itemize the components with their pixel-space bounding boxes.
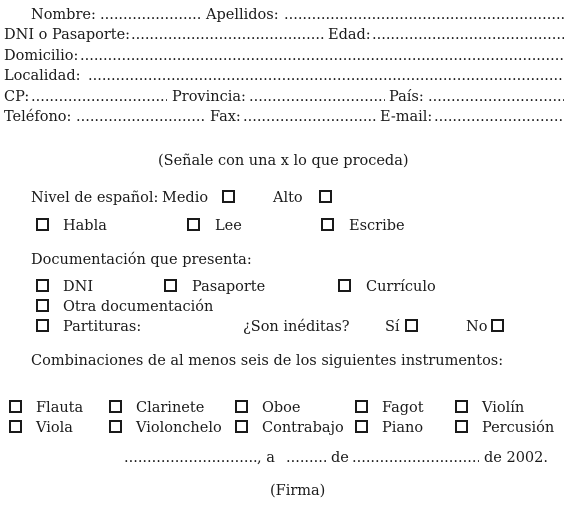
habla-label: Habla: [63, 218, 107, 234]
pasaporte-label: Pasaporte: [192, 279, 266, 295]
mes-field[interactable]: [352, 451, 479, 466]
fax-label: Fax:: [210, 109, 241, 125]
clarinete-checkbox[interactable]: [109, 400, 122, 413]
apellidos-field[interactable]: [284, 8, 564, 23]
provincia-label: Provincia:: [172, 89, 246, 105]
partituras-label: Partituras:: [63, 319, 142, 335]
violin-label: Violín: [482, 400, 525, 416]
fagot-checkbox[interactable]: [355, 400, 368, 413]
domicilio-field[interactable]: [80, 49, 564, 64]
flauta-label: Flauta: [36, 400, 84, 416]
partituras-checkbox[interactable]: [36, 319, 49, 332]
lugar-field[interactable]: [124, 451, 257, 466]
localidad-field[interactable]: [88, 69, 564, 84]
dia-field[interactable]: [286, 451, 326, 466]
violonchelo-label: Violonchelo: [136, 420, 222, 436]
si-label: Sí: [385, 319, 400, 335]
habla-checkbox[interactable]: [36, 218, 49, 231]
viola-checkbox[interactable]: [9, 420, 22, 433]
documentacion-heading: Documentación que presenta:: [31, 252, 252, 268]
dni-field[interactable]: [131, 28, 324, 43]
escribe-label: Escribe: [349, 218, 405, 234]
piano-checkbox[interactable]: [355, 420, 368, 433]
escribe-checkbox[interactable]: [321, 218, 334, 231]
medio-checkbox[interactable]: [222, 190, 235, 203]
pasaporte-checkbox[interactable]: [164, 279, 177, 292]
otra-documentacion-label: Otra documentación: [63, 299, 214, 315]
no-label: No: [466, 319, 488, 335]
si-checkbox[interactable]: [405, 319, 418, 332]
pais-label: País:: [389, 89, 424, 105]
oboe-checkbox[interactable]: [235, 400, 248, 413]
email-field[interactable]: [434, 110, 564, 125]
violonchelo-checkbox[interactable]: [109, 420, 122, 433]
firma-label: (Firma): [270, 483, 326, 499]
edad-label: Edad:: [328, 27, 371, 43]
fagot-label: Fagot: [382, 400, 424, 416]
telefono-field[interactable]: [76, 110, 206, 125]
instruction-text: (Señale con una x lo que proceda): [158, 153, 409, 169]
cp-field[interactable]: [31, 90, 167, 105]
localidad-label: Localidad:: [4, 68, 81, 84]
curriculo-checkbox[interactable]: [338, 279, 351, 292]
ineditas-label: ¿Son inéditas?: [243, 319, 350, 335]
oboe-label: Oboe: [262, 400, 301, 416]
cp-label: CP:: [4, 89, 30, 105]
otra-documentacion-checkbox[interactable]: [36, 299, 49, 312]
pais-field[interactable]: [428, 90, 564, 105]
nombre-label: Nombre:: [31, 7, 96, 23]
violin-checkbox[interactable]: [455, 400, 468, 413]
domicilio-label: Domicilio:: [4, 48, 79, 64]
lee-label: Lee: [215, 218, 242, 234]
alto-checkbox[interactable]: [319, 190, 332, 203]
nivel-label: Nivel de español:: [31, 190, 159, 206]
curriculo-label: Currículo: [366, 279, 436, 295]
nombre-field[interactable]: [100, 8, 202, 23]
percusion-checkbox[interactable]: [455, 420, 468, 433]
fecha-year-label: de 2002.: [484, 450, 548, 466]
instrumentos-heading: Combinaciones de al menos seis de los siguientes instrumentos:: [31, 353, 504, 369]
viola-label: Viola: [36, 420, 73, 436]
dni-label: DNI o Pasaporte:: [4, 27, 131, 43]
contrabajo-checkbox[interactable]: [235, 420, 248, 433]
fecha-de-label: de: [331, 450, 349, 466]
lee-checkbox[interactable]: [187, 218, 200, 231]
dni-checkbox[interactable]: [36, 279, 49, 292]
edad-field[interactable]: [372, 28, 564, 43]
contrabajo-label: Contrabajo: [262, 420, 344, 436]
medio-label: Medio: [162, 190, 209, 206]
telefono-label: Teléfono:: [4, 109, 72, 125]
dni-doc-label: DNI: [63, 279, 94, 295]
provincia-field[interactable]: [249, 90, 385, 105]
apellidos-label: Apellidos:: [206, 7, 279, 23]
email-label: E-mail:: [380, 109, 433, 125]
fax-field[interactable]: [243, 110, 376, 125]
alto-label: Alto: [273, 190, 303, 206]
no-checkbox[interactable]: [491, 319, 504, 332]
percusion-label: Percusión: [482, 420, 555, 436]
fecha-a-label: , a: [257, 450, 275, 466]
flauta-checkbox[interactable]: [9, 400, 22, 413]
clarinete-label: Clarinete: [136, 400, 205, 416]
piano-label: Piano: [382, 420, 424, 436]
